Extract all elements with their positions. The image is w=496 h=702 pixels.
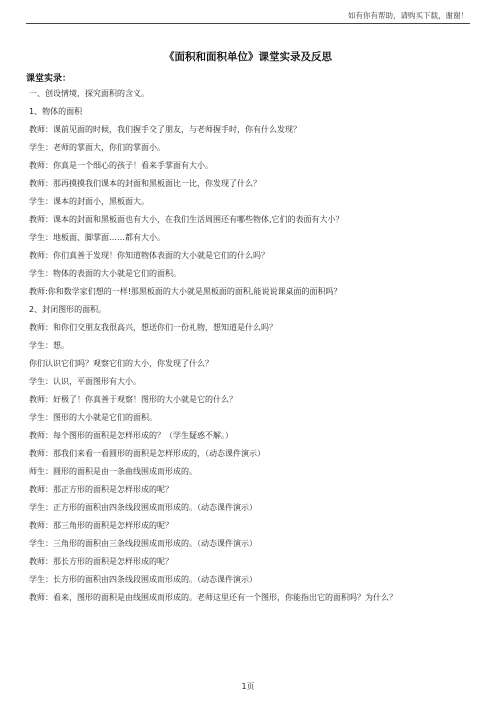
body-line: 学生：老师的掌面大，你们的掌面小。 — [29, 143, 165, 152]
body-line: 教师：那再摸摸我们课本的封面和黑板面比一比，你发现了什么？ — [29, 179, 261, 188]
body-line: 一、创设情境，探究面积的含义。 — [29, 89, 149, 98]
page-number: 1页 — [241, 682, 255, 691]
body-line: 学生：认识，平面图形有大小。 — [29, 377, 141, 386]
header-divider — [26, 23, 470, 24]
transcript-body — [29, 85, 472, 607]
body-line: 教师：每个图形的面积是怎样形成的？（学生疑惑不解。） — [29, 431, 233, 440]
body-line: 教师：课本的封面和黑板面也有大小，在我们生活周围还有哪些物体,它们的表面有大小？ — [29, 215, 344, 224]
body-line: 教师：那长方形的面积是怎样形成的呢？ — [29, 557, 173, 566]
body-line: 学生：课本的封面小，黑板面大。 — [29, 197, 149, 206]
body-line: 师生：圆形的面积是由一条曲线围成而形成的。 — [29, 467, 197, 476]
body-line: 学生：图形的大小就是它们的面积。 — [29, 413, 157, 422]
body-line: 教师：课前见面的时候，我们握手交了朋友，与老师握手时，你有什么发现？ — [29, 125, 301, 134]
body-line: 教师：那我们来看一看圆形的面积是怎样形成的，（动态课件演示） — [29, 449, 265, 458]
body-line: 教师：看来，图形的面积是由线围成而形成的。老师这里还有一个图形，你能指出它的面积吗？为什么？ — [29, 593, 397, 602]
body-line: 学生：地板面、脚掌面……都有大小。 — [29, 233, 165, 242]
body-line: 教师：那三角形的面积是怎样形成的呢？ — [29, 521, 173, 530]
body-line: 学生：长方形的面积由四条线段围成而形成的。（动态课件演示） — [29, 575, 257, 584]
body-line: 教师：和你们交朋友我很高兴，想送你们一份礼物，想知道是什么吗？ — [29, 323, 277, 332]
body-line: 教师：你们真善于发现！你知道物体表面的大小就是它们的什么吗？ — [29, 251, 269, 260]
body-line: 学生：想。 — [29, 341, 69, 350]
body-line: 学生：三角形的面积由三条线段围成而形成的。（动态课件演示） — [29, 539, 257, 548]
document-title: 《面积和面积单位》课堂实录及反思 — [164, 51, 332, 63]
body-line: 学生：物体的表面的大小就是它们的面积。 — [29, 269, 181, 278]
body-line: 教师：你真是一个细心的孩子！看来手掌面有大小。 — [29, 161, 213, 170]
body-line: 学生：正方形的面积由四条线段围成而形成的。（动态课件演示） — [29, 503, 257, 512]
header-note: 如有你有帮助，请购买下载，谢谢！ — [348, 11, 468, 20]
body-line: 教师：好极了！你真善于观察！图形的大小就是它的什么？ — [29, 395, 237, 404]
section-label: 课堂实录： — [26, 74, 72, 84]
body-line: 你们认识它们吗？观察它们的大小，你发现了什么？ — [29, 359, 213, 368]
body-line: 教师：那正方形的面积是怎样形成的呢？ — [29, 485, 173, 494]
body-line: 2、封闭图形的面积。 — [29, 305, 107, 314]
body-line: 教师:你和数学家们想的一样!那黑板面的大小就是黑板面的面积,能说说课桌面的面积吗？ — [29, 287, 342, 296]
body-line: 1、物体的面积 — [29, 107, 83, 116]
